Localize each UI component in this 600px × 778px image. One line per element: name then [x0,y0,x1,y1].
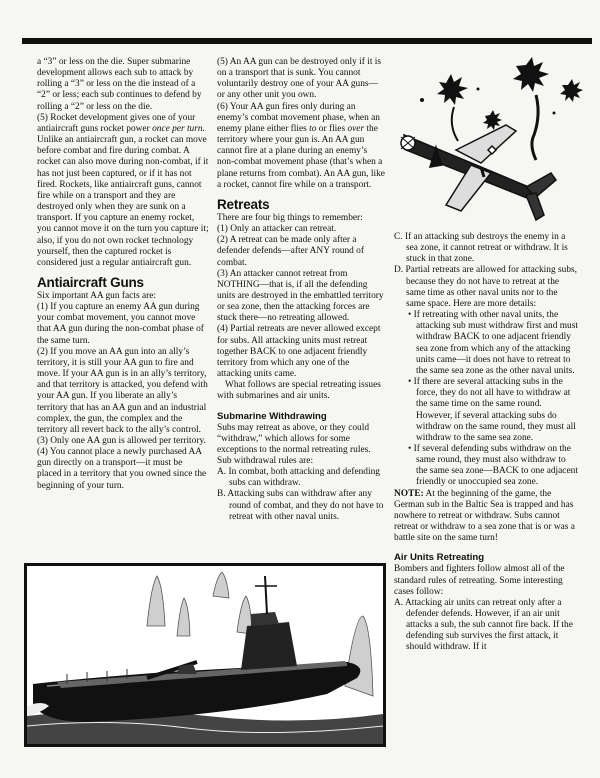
aa-fact-6 [217,102,385,191]
aa-intro: Six important AA gun facts are: [37,290,156,301]
column-left [37,57,209,492]
aa-fact-6-to: to [309,123,317,134]
column-right [394,232,579,654]
heading-submarine-withdrawing: Submarine Withdrawing [217,410,327,422]
retreat-rule-1: (1) Only an attacker can retreat. [217,224,337,235]
aa-fact-6-over: over [347,123,365,134]
rocket-text-a: (5) Rocket development gives one of your antiaircraft guns rocket power [37,112,196,134]
sub-detail-bullet-3: • If several defending subs withdraw on the same round, they must also withdraw to the same sea zone—BACK to one adjacent friendly or unoccupied sea zone. [408,443,578,488]
retreat-rule-3: (3) An attacker cannot retreat from NOTHING—that is, if all the defending units are destroyed in the embattled territory or sea zone, then the attacking forces are stuck there—no retreating allowed. [217,268,384,324]
sub-rule-d: D. Partial retreats are allowed for attacking subs, because they do not have to retreat at the same time as other naval units nor to the same space. Here are more details: [394,265,578,309]
note-label: NOTE: [394,488,424,499]
aa-fact-3: (3) Only one AA gun is allowed per territory. [37,436,206,446]
retreat-rule-2: (2) A retreat can be made only after a defender defends—after ANY round of combat. [217,235,364,268]
aa-fact-6-c: the territory where your gun is. An AA gun cannot fire at a plane during an enemy’s non-combat movement phase (that’s when a plane returns from combat). An AA gun, like a rocket, cannot fire while on a transport. [217,123,385,190]
sub-rule-b: B. Attacking subs can withdraw after any round of combat, and they do not have to retreat with other naval units. [217,489,384,522]
aa-fact-4: (4) You cannot place a newly purchased AA gun directly on a transport—it must be placed in a territory that you owned since the beginning of your turn. [37,447,207,491]
sub-rule-a: A. In combat, both attacking and defending subs can withdraw. [217,467,380,489]
heading-antiaircraft-guns: Antiaircraft Guns [37,274,144,290]
heading-retreats: Retreats [217,196,270,212]
aa-fact-1: (1) If you capture an enemy AA gun during your combat movement, you cannot move that AA gun during the non-combat phase of the same turn. [37,302,204,346]
aa-fact-6-a: (6) Your AA gun fires only during an enemy’s combat movement phase, when an enemy plane either flies [217,101,380,134]
air-rule-a: A. Attacking air units can retreat only after a defender defends. However, if an air unit attacks a sub, the sub cannot fire back. If the defending sub survives the first attack, it should withdraw. If it [394,597,573,653]
sub-rule-c: C. If an attacking sub destroys the enemy in a sea zone, it cannot retreat or withdraw. It is stuck in that zone. [394,232,568,265]
aa-fact-6-b: or flies [316,123,348,134]
column-middle [217,57,385,523]
note-text: At the beginning of the game, the German sub in the Baltic Sea is trapped and has nowhere to retreat or withdraw. Subs cannot retreat or withdraw to a sea zone that is or was a battle site on the same turn! [394,488,575,544]
rocket-text-b: Unlike an antiaircraft gun, a rocket can move before combat and fire during combat. A rocket can also move during non-combat, if it has not just been captured, or if it has not fired. Rockets, like antiaircraft guns, cannot fire while on a transport and they are destroyed only when they are sunk on a transport. If you capture an enemy rocket, you cannot move it on the turn you capture it; also, if you do not own rocket technology yourself, then the captured rocket is considered just a regular antiaircraft gun. [37,135,209,268]
retreats-follow: What follows are special retreating issues with submarines and air units. [217,380,381,402]
sub-detail-bullet-1: • If retreating with other naval units, the attacking sub must withdraw first and must withdraw BACK to one adjacent friendly sea zone from which any of the attacking units came—it does not have to retreat to the same sea zone as the other naval units. [408,310,578,376]
paragraph-super-sub: a “3” or less on the die. Super submarine development allows each sub to attack by rolling a “3” or less on the die instead of a “2” or less; each sub continues to defend by rolling a “2” or less on the die. [37,57,202,112]
submarine-illustration [24,563,386,747]
paragraph-rocket [37,113,209,269]
sub-detail-bullet-2: • If there are several attacking subs in the force, they do not all have to withdraw at the same time on the same round. However, if several attacking subs do withdraw on the same round, they must all withdraw to the same sea zone. [408,377,576,443]
air-units-intro: Bombers and fighters follow almost all of the standard rules of retreating. Some interesting cases follow: [394,564,565,597]
rocket-text-em: once per turn. [152,123,205,134]
aa-fact-2: (2) If you move an AA gun into an ally’s territory, it is still your AA gun to fire and move. If your AA gun is in an ally’s territory, and that territory is attacked, you defend with your AA gun. If you liberate an ally’s territory that has an AA gun and an industrial complex, the gun, the complex and the territory all revert back to the ally’s control. [37,346,208,435]
retreat-rule-4: (4) Partial retreats are never allowed except for subs. All attacking units must retreat together BACK to one adjacent friendly territory from which any one of the attacking units came. [217,324,381,380]
aa-fact-5: (5) An AA gun can be destroyed only if it is on a transport that is sunk. You cannot voluntarily destroy one of your AA guns—or any other unit you own. [217,57,382,101]
heading-air-units-retreating: Air Units Retreating [394,552,485,564]
sub-withdraw-intro: Subs may retreat as above, or they could “withdraw,” which allows for some exceptions to the normal retreating rules. Sub withdrawal rules are: [217,422,371,466]
retreats-intro: There are four big things to remember: [217,212,363,223]
dive-bomber-illustration [386,55,592,227]
top-rule [22,38,592,44]
note [394,489,579,545]
